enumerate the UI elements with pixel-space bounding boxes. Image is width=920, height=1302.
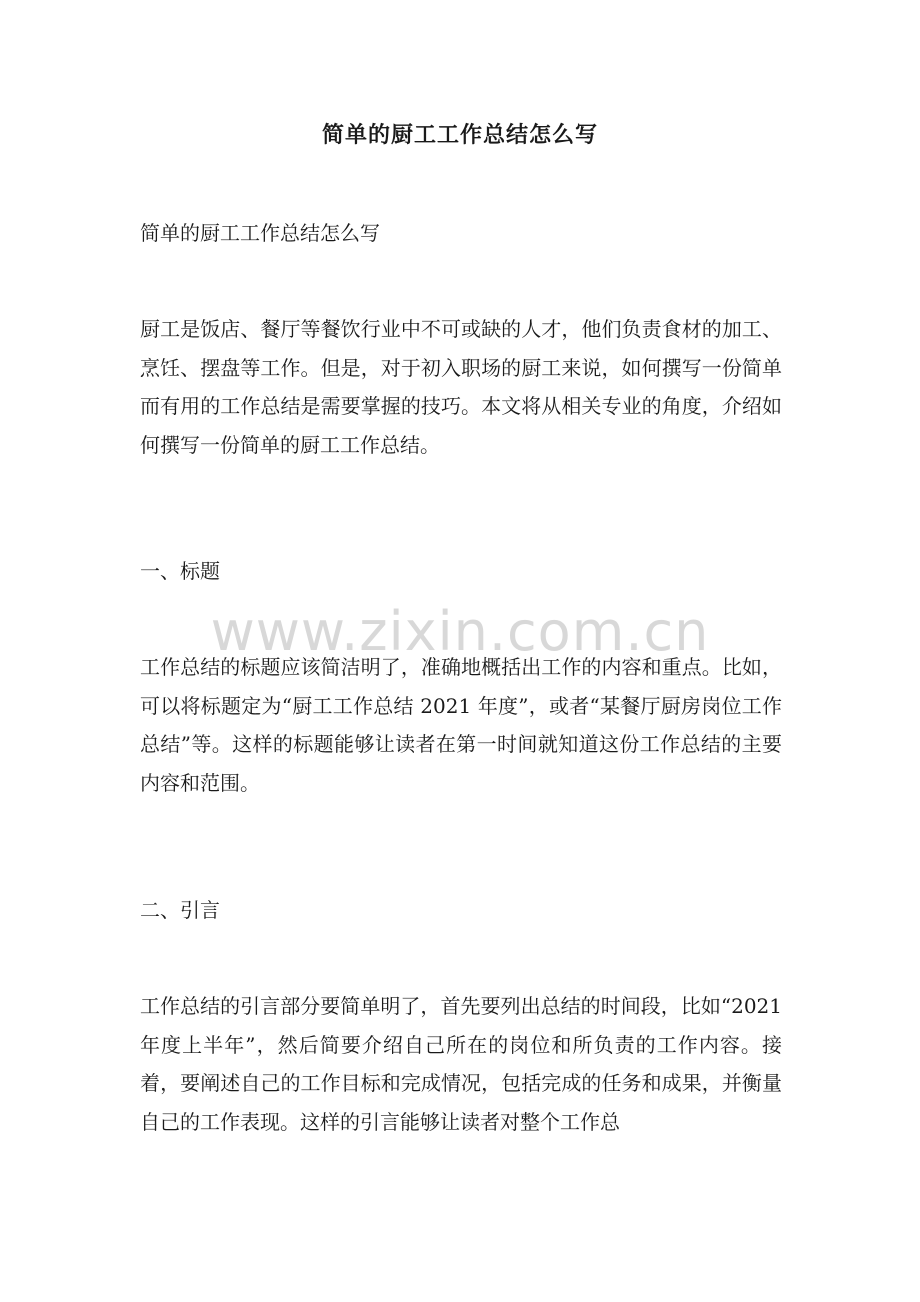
section-body-intro: 工作总结的引言部分要简单明了，首先要列出总结的时间段，比如“2021 年度上半年”，然后简要介绍自己所在的岗位和所负责的工作内容。接着，要阐述自己的工作目标和完成情况，包括完成的任务和成果，并衡量自己的工作表现。这样的引言能够让读者对整个工作总 (140, 994, 782, 1134)
document-title: 简单的厨工工作总结怎么写 (321, 122, 598, 148)
intro-paragraph: 厨工是饭店、餐厅等餐饮行业中不可或缺的人才，他们负责食材的加工、烹饪、摆盘等工作。但是，对于初入职场的厨工来说，如何撰写一份简单而有用的工作总结是需要掌握的技巧。本文将从相关专业的角度，介绍如何撰写一份简单的厨工工作总结。 (140, 317, 782, 457)
section-body-title: 工作总结的标题应该简洁明了，准确地概括出工作的内容和重点。比如，可以将标题定为“厨工工作总结 2021 年度”，或者“某餐厅厨房岗位工作总结”等。这样的标题能够让读者在第一时间就知道这份工作总结的主要内容和范围。 (140, 655, 782, 795)
section-heading-intro: 二、引言 (140, 898, 220, 922)
document-subtitle: 简单的厨工工作总结怎么写 (140, 221, 380, 245)
watermark: www.zixin.com.cn (210, 600, 710, 663)
section-heading-title: 一、标题 (140, 559, 220, 583)
